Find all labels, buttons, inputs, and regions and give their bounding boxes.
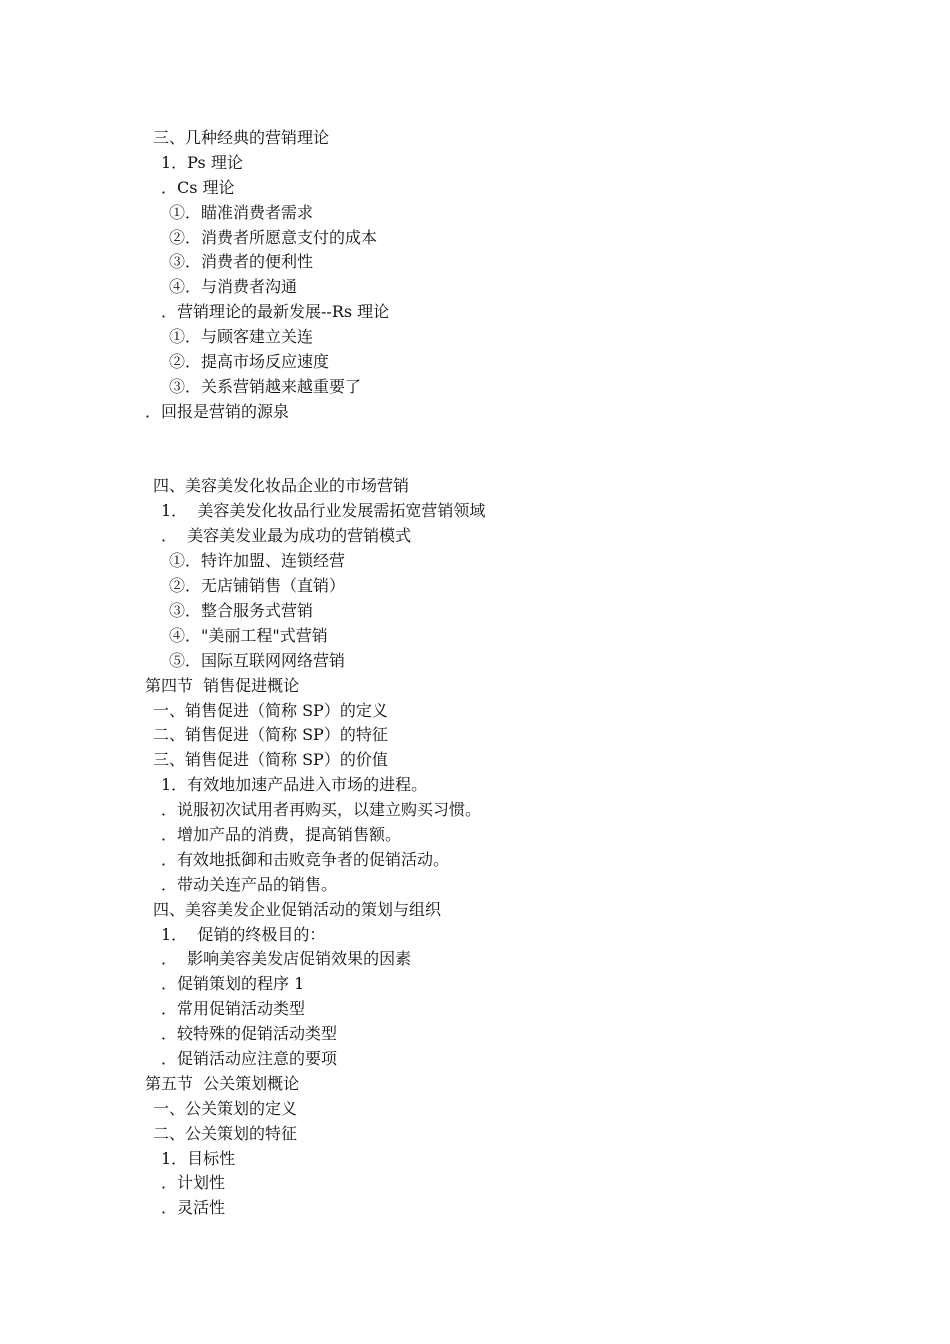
list-item: ．促销活动应注意的要项 xyxy=(161,1048,338,1068)
sub-list-item: ①．与顾客建立关连 xyxy=(169,327,314,347)
list-item: 1．目标性 xyxy=(161,1148,236,1168)
sub-list-item: ①．特许加盟、连锁经营 xyxy=(169,551,346,571)
list-item: ．说服初次试用者再购买，以建立购买习惯。 xyxy=(161,800,482,820)
sub-list-item: ④．与消费者沟通 xyxy=(169,277,298,297)
list-item: ．回报是营销的源泉 xyxy=(145,401,290,421)
list-item: 1． 促销的终极目的： xyxy=(161,924,326,944)
list-item: 1．Ps 理论 xyxy=(161,152,243,172)
list-item: ．促销策划的程序 1 xyxy=(161,974,305,994)
list-item: ．营销理论的最新发展--Rs 理论 xyxy=(161,302,390,322)
sub-list-item: ③．整合服务式营销 xyxy=(169,600,314,620)
section-heading: 四、美容美发化妆品企业的市场营销 xyxy=(153,476,410,496)
list-item: ． 美容美发业最为成功的营销模式 xyxy=(161,526,412,546)
section-heading: 二、公关策划的特征 xyxy=(153,1123,298,1143)
list-item: ．Cs 理论 xyxy=(161,177,235,197)
sub-list-item: ②．提高市场反应速度 xyxy=(169,352,330,372)
list-item: ．增加产品的消费，提高销售额。 xyxy=(161,824,402,844)
document-page xyxy=(0,126,950,1221)
blank-spacer xyxy=(0,425,950,475)
sub-list-item: ②．消费者所愿意支付的成本 xyxy=(169,227,378,247)
section-heading: 一、公关策划的定义 xyxy=(153,1098,298,1118)
list-item: ．常用促销活动类型 xyxy=(161,999,306,1019)
list-item: ．较特殊的促销活动类型 xyxy=(161,1024,338,1044)
sub-list-item: ③．关系营销越来越重要了 xyxy=(169,376,362,396)
section-heading: 三、几种经典的营销理论 xyxy=(153,128,330,147)
sub-list-item: ③．消费者的便利性 xyxy=(169,252,314,272)
section-heading: 二、销售促进（简称 SP）的特征 xyxy=(153,725,388,745)
list-item: ．有效地抵御和击败竞争者的促销活动。 xyxy=(161,849,450,869)
sub-list-item: ②．无店铺销售（直销） xyxy=(169,576,346,596)
list-item: ．计划性 xyxy=(161,1173,226,1193)
sub-list-item: ⑤．国际互联网网络营销 xyxy=(169,650,346,670)
list-item: ．带动关连产品的销售。 xyxy=(161,874,338,894)
section-heading: 三、销售促进（简称 SP）的价值 xyxy=(153,750,388,770)
chapter-heading: 第五节 公关策划概论 xyxy=(145,1073,300,1093)
list-item: 1．有效地加速产品进入市场的进程。 xyxy=(161,775,428,795)
list-item: ． 影响美容美发店促销效果的因素 xyxy=(161,949,412,969)
sub-list-item: ④．"美丽工程"式营销 xyxy=(169,625,328,645)
list-item: ．灵活性 xyxy=(161,1198,226,1218)
sub-list-item: ①．瞄准消费者需求 xyxy=(169,202,314,222)
chapter-heading: 第四节 销售促进概论 xyxy=(145,675,300,695)
list-item: 1． 美容美发化妆品行业发展需拓宽营销领域 xyxy=(161,501,486,521)
section-heading: 一、销售促进（简称 SP）的定义 xyxy=(153,700,388,720)
section-heading: 四、美容美发企业促销活动的策划与组织 xyxy=(153,899,442,919)
